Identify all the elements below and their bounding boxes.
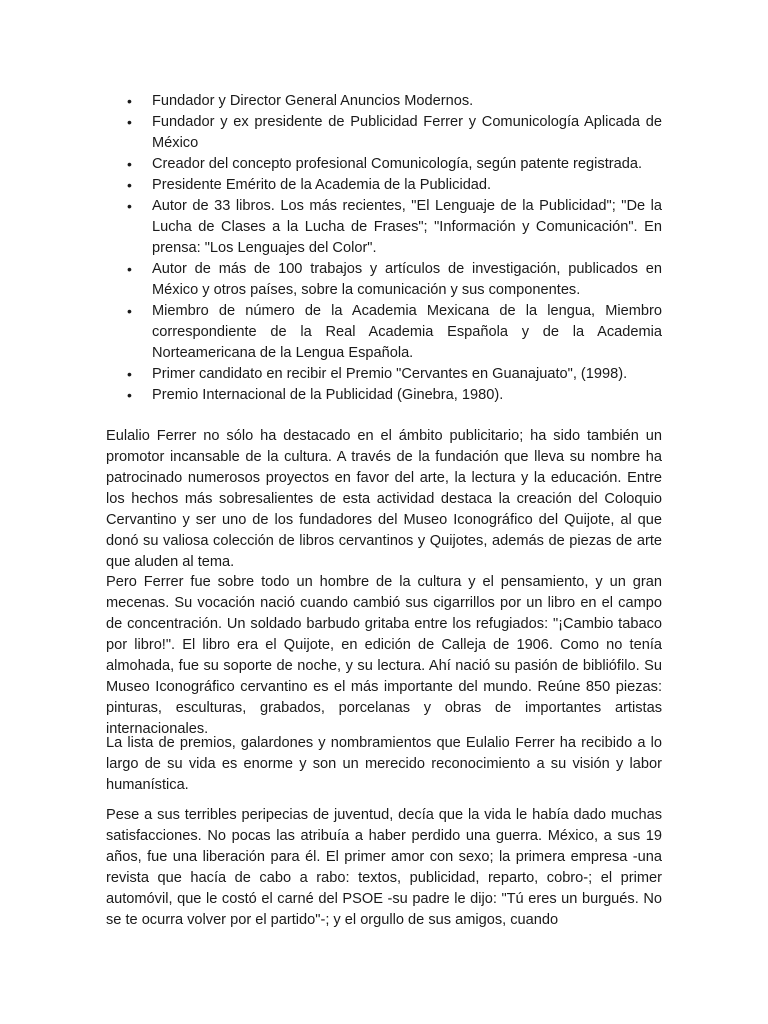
paragraph-awards: La lista de premios, galardones y nombramientos que Eulalio Ferrer ha recibido a lo largo de su vida es enorme y son un merecido reconocimiento a su visión y labor humanística. — [106, 735, 662, 793]
list-item — [106, 91, 662, 112]
list-item-text: Autor de más de 100 trabajos y artículos de investigación, publicados en México y otros países, sobre la comunicación y sus componentes. — [152, 261, 662, 298]
list-item — [106, 196, 662, 259]
list-item-text: Miembro de número de la Academia Mexicana de la lengua, Miembro correspondiente de la Real Academia Española y de la Academia Norteamericana de la Lengua Española. — [152, 303, 662, 361]
list-item — [106, 259, 662, 301]
list-item — [106, 301, 662, 364]
list-item-text: Premio Internacional de la Publicidad (Ginebra, 1980). — [152, 387, 504, 403]
bullet-icon: • — [127, 261, 132, 277]
paragraph-youth: Pese a sus terribles peripecias de juventud, decía que la vida le había dado muchas satisfacciones. No pocas las atribuía a haber perdido una guerra. México, a sus 19 años, fue una liberación para él. El primer amor con sexo; la primera empresa -una revista que hacía de cabo a rabo: textos, publicidad, reparto, cobro-; el primer automóvil, que le costó el carné del PSOE -su padre le dijo: "Tú eres un burgués. No se te ocurra volver por el partido"-; y el orgullo de sus amigos, cuando — [106, 807, 662, 928]
list-item — [106, 385, 662, 406]
bullet-icon: • — [127, 387, 132, 403]
bullet-icon: • — [127, 93, 132, 109]
bullet-icon: • — [127, 198, 132, 214]
list-item-text: Fundador y ex presidente de Publicidad Ferrer y Comunicología Aplicada de México — [152, 114, 662, 151]
bullet-icon: • — [127, 114, 132, 130]
bullet-icon: • — [127, 366, 132, 382]
list-item — [106, 112, 662, 154]
list-item-text: Presidente Emérito de la Academia de la Publicidad. — [152, 177, 492, 193]
list-item-text: Primer candidato en recibir el Premio "Cervantes en Guanajuato", (1998). — [152, 366, 628, 382]
paragraph-patronage: Pero Ferrer fue sobre todo un hombre de la cultura y el pensamiento, y un gran mecenas. Su vocación nació cuando cambió sus cigarrillos por un libro en el campo de concentración. Un soldado barbudo gritaba entre los refugiados: "¡Cambio tabaco por libro!". El libro era el Quijote, en edición de Calleja de 1906. Como no tenía almohada, fue su soporte de noche, y su lectura. Ahí nació su pasión de bibliófilo. Su Museo Iconográfico cervantino es el más importante del mundo. Reúne 850 piezas: pinturas, esculturas, grabados, porcelanas y obras de importantes artistas internacionales. — [106, 574, 662, 737]
list-item — [106, 154, 662, 175]
bullet-icon: • — [127, 303, 132, 319]
list-item-text: Fundador y Director General Anuncios Modernos. — [152, 93, 474, 109]
bullet-icon: • — [127, 177, 132, 193]
list-item — [106, 364, 662, 385]
list-item-text: Autor de 33 libros. Los más recientes, "El Lenguaje de la Publicidad"; "De la Lucha de Clases a la Lucha de Frases"; "Información y Comunicación". En prensa: "Los Lenguajes del Color". — [152, 198, 662, 256]
bullet-list — [106, 91, 662, 406]
list-item — [106, 175, 662, 196]
list-item-text: Creador del concepto profesional Comunicología, según patente registrada. — [152, 156, 643, 172]
paragraph-cultural-promotion: Eulalio Ferrer no sólo ha destacado en el ámbito publicitario; ha sido también un promotor incansable de la cultura. A través de la fundación que lleva su nombre ha patrocinado numerosos proyectos en favor del arte, la lectura y la educación. Entre los hechos más sobresalientes de esta actividad destaca la creación del Coloquio Cervantino y ser uno de los fundadores del Museo Iconográfico del Quijote, al que donó su valiosa colección de libros cervantinos y Quijotes, además de piezas de arte que aluden al tema. — [106, 428, 662, 570]
bullet-icon: • — [127, 156, 132, 172]
